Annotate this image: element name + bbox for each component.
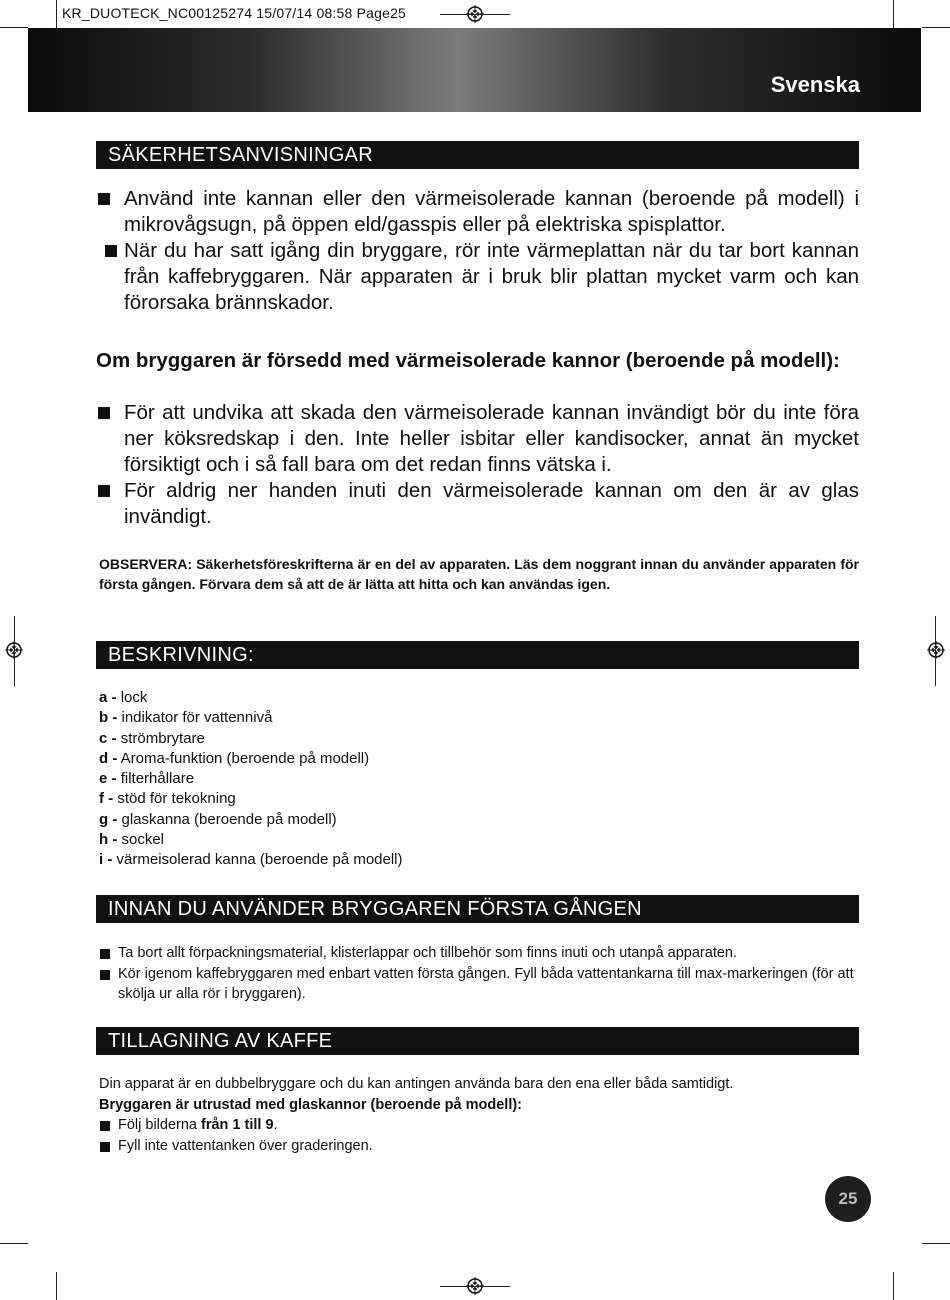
print-slug: KR_DUOTECK_NC00125274 15/07/14 08:58 Page25	[62, 5, 407, 21]
crop-mark	[935, 616, 936, 686]
list-item: e - filterhållare	[99, 770, 195, 788]
parts-list	[99, 688, 403, 871]
crop-mark	[922, 27, 950, 28]
bullet-square-icon	[98, 193, 110, 205]
list-item: i - värmeisolerad kanna (beroende på modell)	[99, 851, 403, 869]
thermal-jug-heading: Om bryggaren är försedd med värmeisolerade kannor (beroende på modell):	[96, 349, 840, 372]
list-item: b - indikator för vattennivå	[99, 709, 273, 727]
crop-mark	[440, 14, 510, 15]
list-item: h - sockel	[99, 831, 165, 849]
page-number-badge: 25	[825, 1176, 871, 1222]
list-item: Kör igenom kaffebryggaren med enbart vatten första gången. Fyll båda vattentankarna till max-markeringen (för att skölja ur alla rör i bryggaren).	[99, 964, 864, 1005]
crop-mark	[0, 1243, 28, 1244]
list-item: d - Aroma-funktion (beroende på modell)	[99, 749, 370, 767]
section-title-safety: SÄKERHETSANVISNINGAR	[96, 141, 859, 169]
bullet-square-icon	[100, 1142, 110, 1152]
bullet-square-icon	[98, 485, 110, 497]
list-item: Fyll inte vattentanken över graderingen.	[99, 1136, 864, 1157]
list-item: Följ bilderna från 1 till 9.	[99, 1115, 864, 1136]
crop-mark	[56, 1272, 57, 1300]
coffee-intro: Din apparat är en dubbelbryggare och du kan antingen använda bara den ena eller båda samtidigt.	[99, 1076, 734, 1092]
crop-mark	[0, 27, 28, 28]
registration-mark-icon	[927, 641, 945, 659]
bullet-square-icon	[100, 1121, 110, 1131]
list-item: g - glaskanna (beroende på modell)	[99, 810, 337, 828]
coffee-block	[99, 1074, 864, 1156]
list-item: För att undvika att skada den värmeisolerade kannan invändigt bör du inte föra ner köksredskap i den. Inte heller isbitar eller kandisocker, annat än mycket försiktigt och i så fall bara om det redan finns vätska i.	[96, 400, 859, 478]
header-band	[28, 28, 921, 112]
crop-mark	[14, 616, 15, 686]
safety-note: OBSERVERA: Säkerhetsföreskrifterna är en del av apparaten. Läs dem noggrant innan du använder apparaten för första gången. Förvara dem så att de är lätta att hitta och kan användas igen.	[99, 556, 859, 592]
list-item: c - strömbrytare	[99, 729, 205, 747]
glass-jug-heading: Bryggaren är utrustad med glaskannor (beroende på modell):	[99, 1096, 522, 1113]
crop-mark	[56, 0, 57, 28]
crop-mark	[893, 0, 894, 28]
crop-mark	[893, 1272, 894, 1300]
crop-mark	[922, 1243, 950, 1244]
first-use-list	[99, 943, 864, 1005]
list-item: För aldrig ner handen inuti den värmeisolerade kannan om den är av glas invändigt.	[96, 478, 859, 530]
thermal-list	[96, 400, 859, 530]
section-title-description: BESKRIVNING:	[96, 641, 859, 669]
list-item: f - stöd för tekokning	[99, 790, 236, 808]
list-item: Ta bort allt förpackningsmaterial, klisterlappar och tillbehör som finns inuti och utanpå apparaten.	[99, 943, 864, 964]
crop-mark	[440, 1286, 510, 1287]
safety-list	[96, 186, 859, 316]
bullet-square-icon	[98, 407, 110, 419]
section-title-coffee: TILLAGNING AV KAFFE	[96, 1027, 859, 1055]
bullet-square-icon	[100, 949, 110, 959]
language-label: Svenska	[770, 72, 860, 97]
bullet-square-icon	[105, 245, 117, 257]
list-item: Använd inte kannan eller den värmeisolerade kannan (beroende på modell) i mikrovågsugn, på öppen eld/gasspis eller på elektriska spisplattor.	[96, 186, 859, 238]
list-item: a - lock	[99, 689, 148, 706]
list-item: När du har satt igång din bryggare, rör inte värmeplattan när du tar bort kannan från kaffebryggaren. När apparaten är i bruk blir plattan mycket varm och kan förorsaka brännskador.	[96, 238, 859, 316]
bullet-square-icon	[100, 970, 110, 980]
section-title-first-use: INNAN DU ANVÄNDER BRYGGAREN FÖRSTA GÅNGEN	[96, 895, 859, 923]
